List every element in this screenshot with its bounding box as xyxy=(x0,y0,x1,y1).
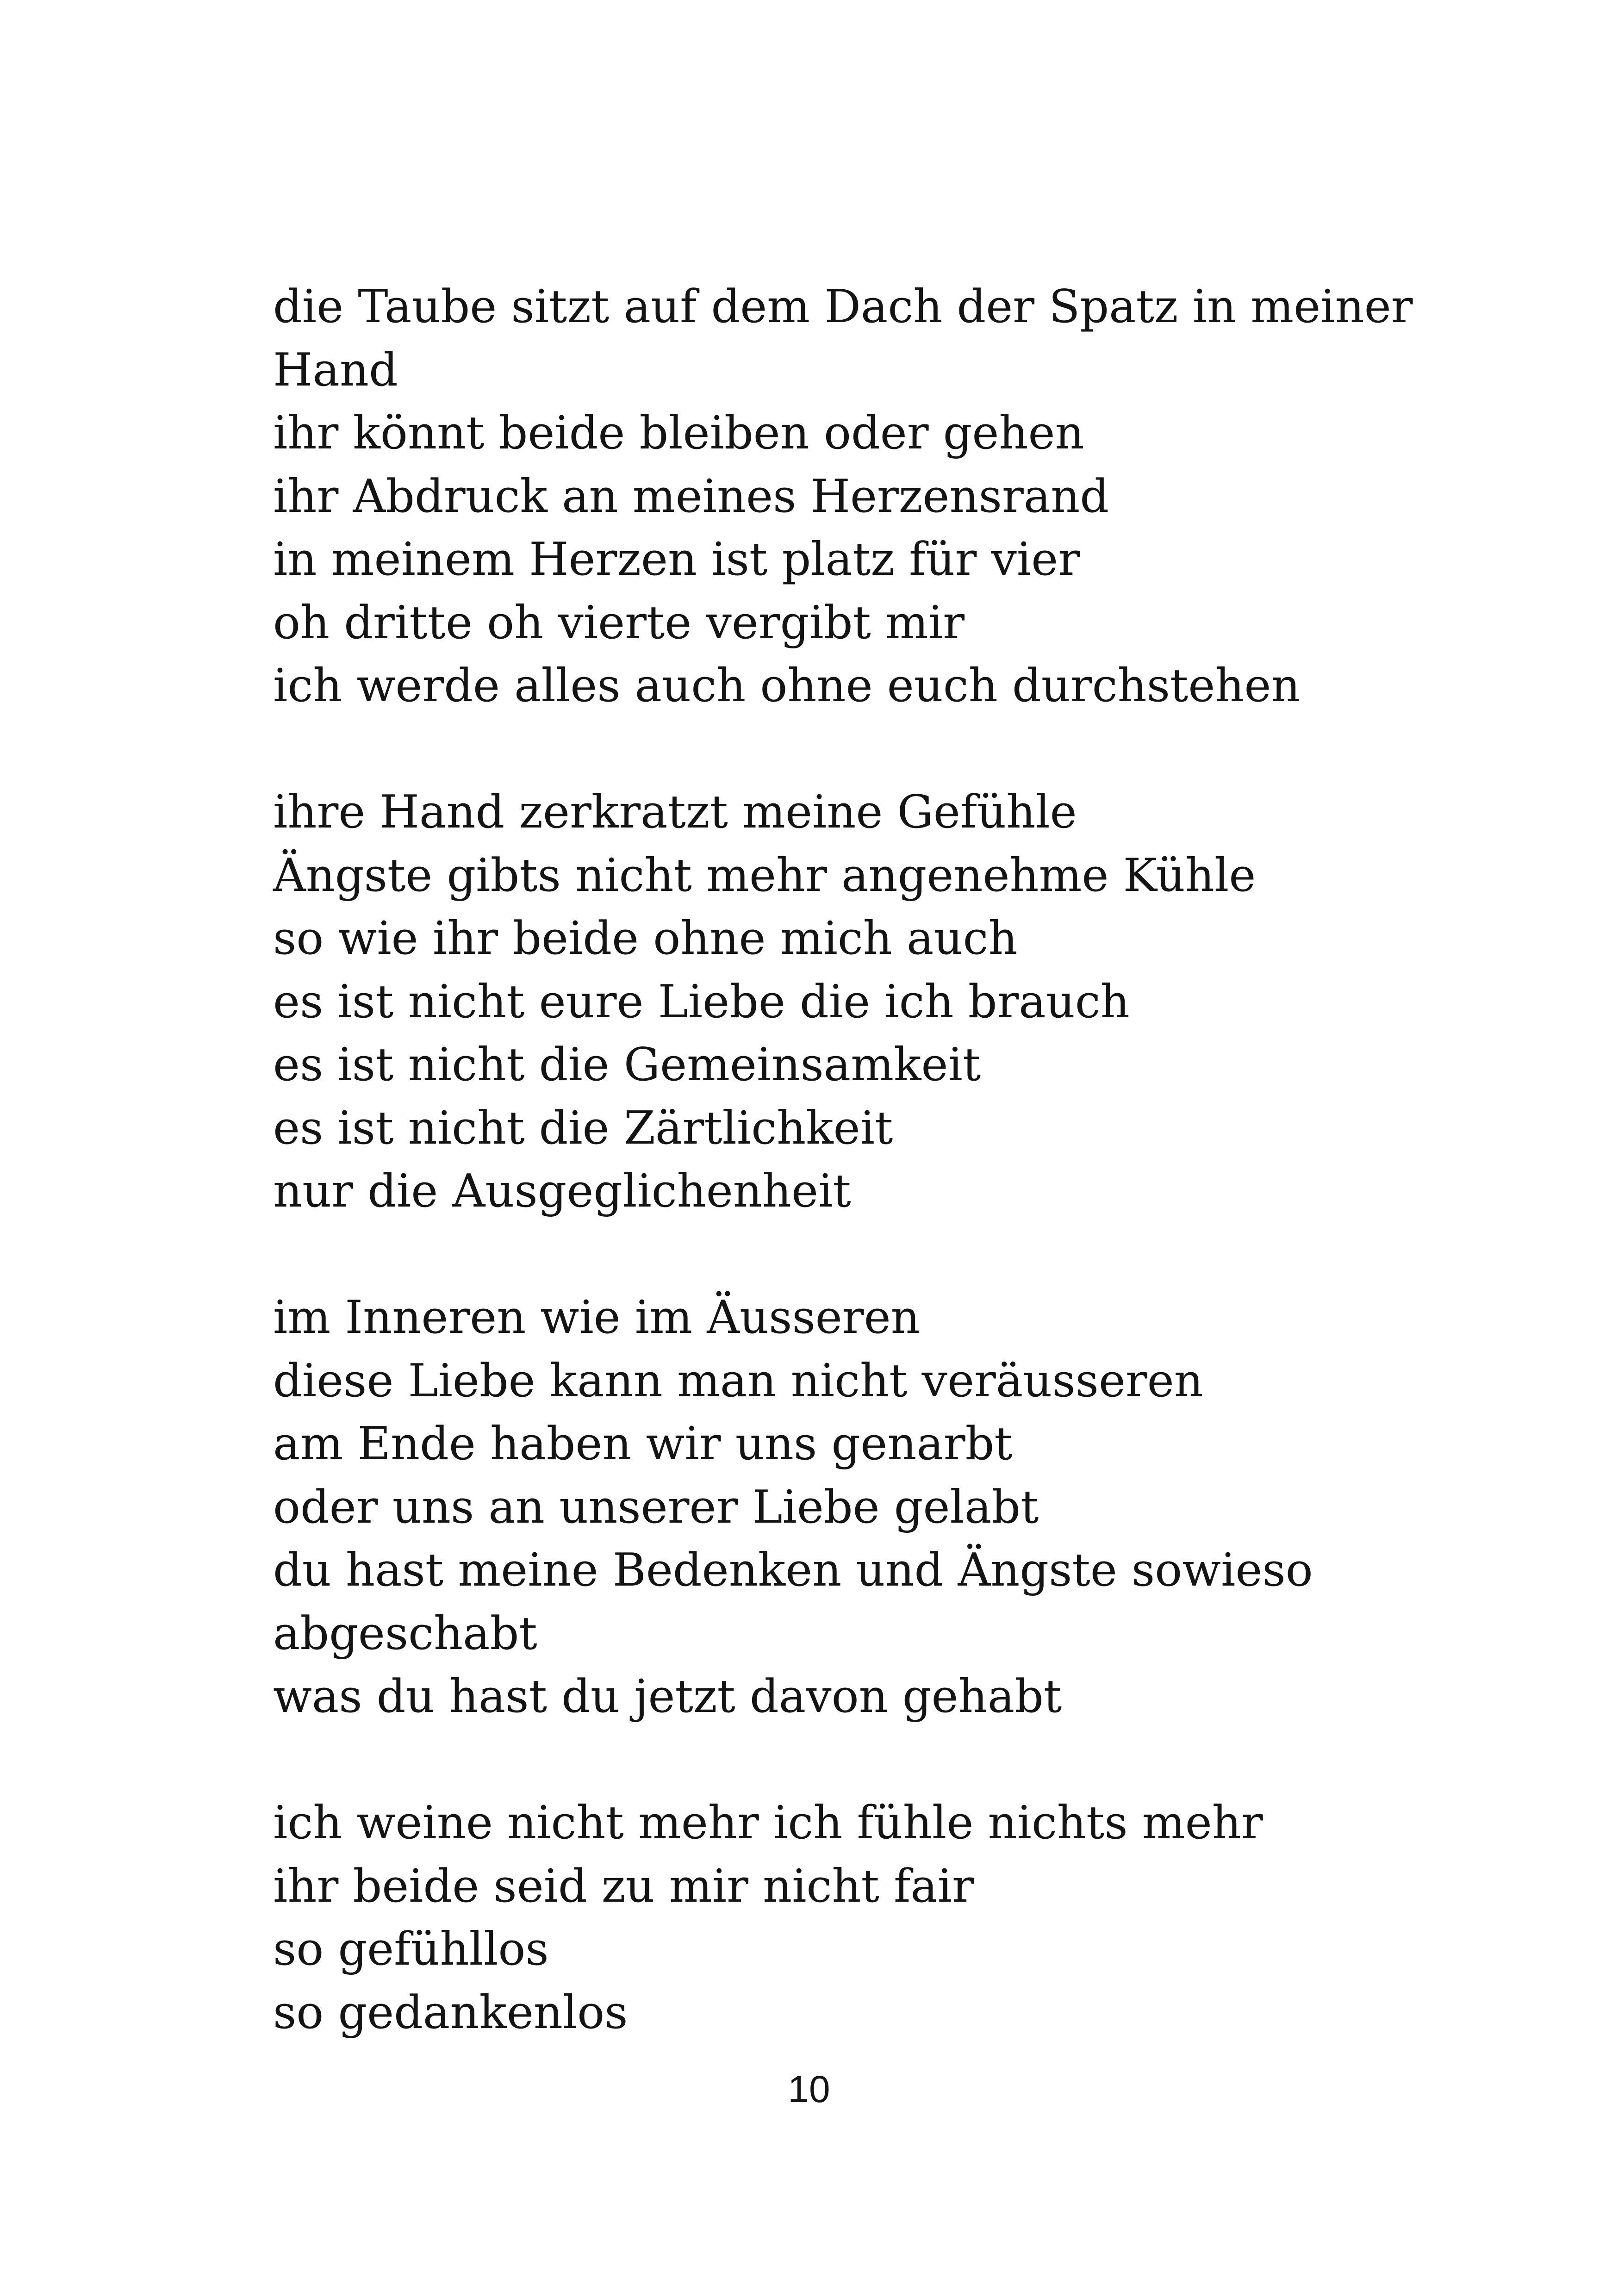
poem-line: im Inneren wie im Äusseren xyxy=(273,1291,920,1344)
poem-line: du hast meine Bedenken und Ängste sowieso xyxy=(273,1544,1313,1597)
poem-line: nur die Ausgeglichenheit xyxy=(273,1165,851,1218)
poem-line: ihre Hand zerkratzt meine Gefühle xyxy=(273,786,1077,839)
poem-line: so gefühllos xyxy=(273,1923,549,1976)
page-number: 10 xyxy=(788,2068,830,2110)
poem-line: oder uns an unserer Liebe gelabt xyxy=(273,1481,1039,1534)
poem-line: ihr Abdruck an meines Herzensrand xyxy=(273,470,1109,523)
poem-line: so gedankenlos xyxy=(273,1986,628,2039)
poem-line: ihr könnt beide bleiben oder gehen xyxy=(273,407,1084,460)
poem-line: ich weine nicht mehr ich fühle nichts mehr xyxy=(273,1797,1263,1849)
poem-line: die Taube sitzt auf dem Dach der Spatz in meiner xyxy=(273,280,1413,333)
stanza-1 xyxy=(273,275,1413,718)
poem-line: ich werde alles auch ohne euch durchstehen xyxy=(273,660,1301,712)
poem-line: abgeschabt xyxy=(273,1607,537,1660)
poem-line: so wie ihr beide ohne mich auch xyxy=(273,912,1018,965)
poem-line: es ist nicht die Gemeinsamkeit xyxy=(273,1039,981,1091)
stanza-3 xyxy=(273,1286,1384,1729)
poem-line: es ist nicht eure Liebe die ich brauch xyxy=(273,975,1130,1028)
poem-line: Ängste gibts nicht mehr angenehme Kühle xyxy=(273,849,1256,902)
poem-line: Hand xyxy=(273,343,398,397)
poem-line: was du hast du jetzt davon gehabt xyxy=(273,1670,1062,1723)
poem-line: am Ende haben wir uns genarbt xyxy=(273,1418,1013,1470)
poem-line: es ist nicht die Zärtlichkeit xyxy=(273,1101,893,1155)
poem-line: in meinem Herzen ist platz für vier xyxy=(273,533,1080,586)
poem-line: ihr beide seid zu mir nicht fair xyxy=(273,1860,974,1913)
poem-line: diese Liebe kann man nicht veräusseren xyxy=(273,1354,1203,1407)
poem-line: oh dritte oh vierte vergibt mir xyxy=(273,596,965,649)
stanza-2 xyxy=(273,781,1384,1223)
poem-body xyxy=(273,275,1413,2044)
stanza-4 xyxy=(273,1792,1384,2044)
